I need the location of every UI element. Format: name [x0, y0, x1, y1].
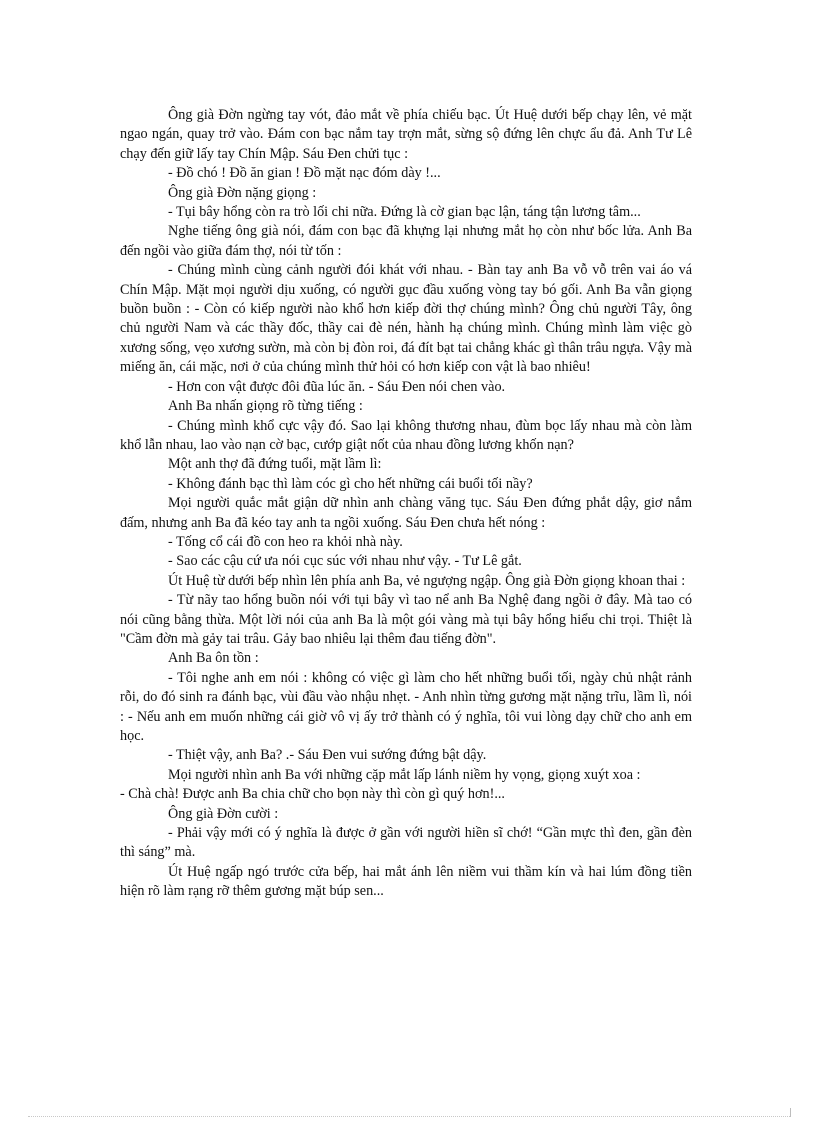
paragraph: Anh Ba nhấn giọng rõ từng tiếng : [168, 398, 363, 415]
paragraph: Mọi người nhìn anh Ba với những cặp mắt lấp lánh niềm hy vọng, giọng xuýt xoa : [168, 766, 641, 783]
paragraph: Út Huệ ngấp ngó trước cửa bếp, hai mắt ánh lên niềm vui thầm kín và hai lúm đồng tiền hiện rõ làm rạng rỡ thêm gương mặt búp sen... [120, 863, 692, 900]
paragraph: - Hơn con vật được đôi đũa lúc ăn. - Sáu Đen nói chen vào. [168, 378, 506, 395]
page-bottom-rule [28, 1116, 790, 1117]
paragraph: - Tụi bây hổng còn ra trò lối chi nữa. Đứng là cờ gian bạc lận, táng tận lương tâm... [168, 204, 641, 221]
page-corner-mark [790, 1108, 791, 1117]
paragraph: - Sao các cậu cứ ưa nói cục súc với nhau như vậy. - Tư Lê gắt. [168, 553, 522, 570]
paragraph: - Đồ chó ! Đồ ăn gian ! Đồ mặt nạc đóm dày !... [168, 165, 441, 182]
paragraph: Ông già Đờn nặng giọng : [168, 184, 317, 201]
paragraph: - Phải vậy mới có ý nghĩa là được ở gần với người hiền sĩ chớ! “Gần mực thì đen, gần đèn thì sáng” mà. [120, 825, 692, 861]
paragraph: - Từ nãy tao hổng buồn nói với tụi bây vì tao nể anh Ba Nghệ đang ngồi ở đây. Mà tao có nói cũng bằng thừa. Một lời nói của anh Ba là một gói vàng mà tụi bây hổng hiểu chi trọi. Thiệt là "Cầm đờn mà gảy tai trâu. Gảy bao nhiêu lại thêm đau tiếng đờn". [120, 592, 692, 647]
paragraph: - Chúng mình khổ cực vậy đó. Sao lại không thương nhau, đùm bọc lấy nhau mà còn làm khổ lẫn nhau, lao vào nạn cờ bạc, cướp giật nốt của nhau đồng lương khốn nạn? [120, 417, 692, 453]
paragraph: - Không đánh bạc thì làm cóc gì cho hết những cái buổi tối nầy? [168, 475, 533, 492]
paragraph: Anh Ba ôn tồn : [168, 650, 259, 667]
paragraph: - Tống cổ cái đồ con heo ra khỏi nhà này. [168, 533, 403, 550]
paragraph: - Tôi nghe anh em nói : không có việc gì làm cho hết những buổi tối, ngày chủ nhật rảnh rỗi, do đó sinh ra đánh bạc, vùi đầu vào nhậu nhẹt. - Anh nhìn từng gương mặt nặng trĩu, lầm lì, nói : - Nếu anh em muốn những cái giờ vô vị ấy trở thành có ý nghĩa, tôi vui lòng dạy chữ cho anh em học. [120, 669, 692, 744]
paragraph: - Chà chà! Được anh Ba chia chữ cho bọn này thì còn gì quý hơn!... [120, 786, 505, 803]
paragraph: Mọi người quắc mắt giận dữ nhìn anh chàng văng tục. Sáu Đen đứng phắt dậy, giơ nắm đấm, nhưng anh Ba đã kéo tay anh ta ngồi xuống. Sáu Đen chưa hết nóng : [120, 495, 692, 531]
document-body [120, 106, 692, 902]
paragraph: - Chúng mình cùng cảnh người đói khát với nhau. - Bàn tay anh Ba vỗ vỗ trên vai áo vá Chín Mập. Mặt mọi người dịu xuống, có người gục đầu xuống vòng tay bó gối. Anh Ba vẫn giọng buồn buồn : - Còn có kiếp người nào khổ hơn kiếp đời thợ chúng mình? Ông chủ người Tây, ông chủ người Nam và các thầy đốc, thầy cai đè nén, hành hạ chúng mình. Chúng mình làm việc gò xương sống, vẹo xương sườn, mà còn bị đòn roi, đá đít bạt tai chẳng khác gì thân trâu ngựa. Vậy mà miếng ăn, cái mặc, nơi ở của chúng mình thử hỏi có hơn kiếp con vật là bao nhiêu! [120, 262, 692, 376]
paragraph: Nghe tiếng ông già nói, đám con bạc đã khựng lại nhưng mắt họ còn như bốc lửa. Anh Ba đến ngồi vào giữa đám thợ, nói từ tốn : [120, 223, 692, 259]
paragraph: - Thiệt vậy, anh Ba? .- Sáu Đen vui sướng đứng bật dậy. [168, 747, 487, 764]
paragraph: Ông già Đờn cười : [168, 805, 279, 822]
paragraph: Một anh thợ đã đứng tuổi, mặt lầm lì: [168, 456, 382, 473]
paragraph: Ông già Đờn ngừng tay vót, đảo mắt về phía chiếu bạc. Út Huệ dưới bếp chạy lên, vẻ mặt ngao ngán, quay trở vào. Đám con bạc nắm tay trợn mắt, sừng sộ đứng lên chực ẩu đả. Anh Tư Lê chạy đến giữ lấy tay Chín Mập. Sáu Đen chửi tục : [120, 107, 692, 162]
paragraph: Út Huệ từ dưới bếp nhìn lên phía anh Ba, vẻ ngượng ngập. Ông già Đờn giọng khoan thai : [168, 572, 686, 589]
